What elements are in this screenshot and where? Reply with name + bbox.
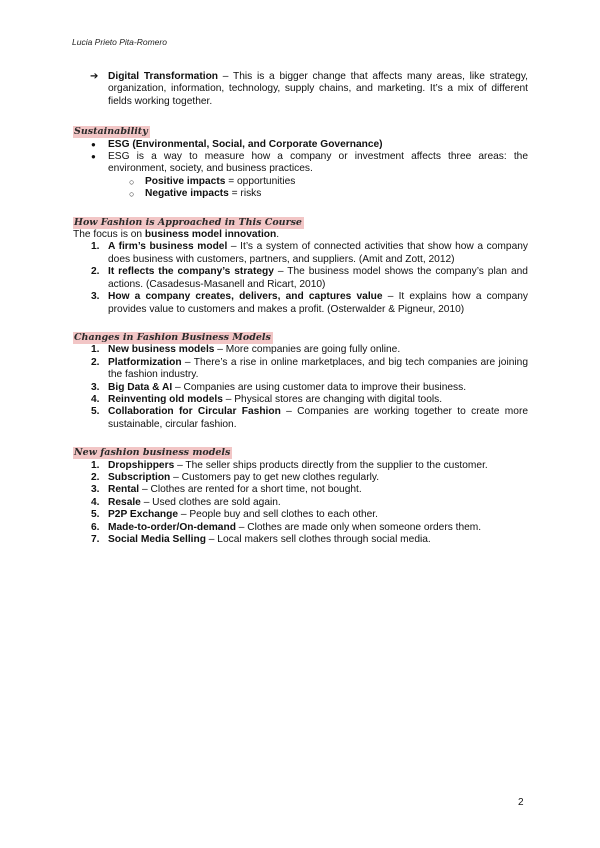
item-number: 7.	[91, 534, 100, 545]
bullet-icon: ●	[91, 139, 96, 149]
sustainability-section	[73, 122, 528, 200]
digital-text: – This is a bigger change that affects many areas, like strategy, organization, information, technology, supply chains, and marketing. It’s a mix of different fields working together.	[108, 71, 528, 107]
item-text: – Companies are working together to create more sustainable, circular fashion.	[108, 406, 529, 430]
numbered-item	[73, 344, 528, 356]
item-term: A firm’s business model	[108, 241, 228, 253]
numbered-item	[73, 266, 528, 291]
esg-term: ESG (Environmental, Social, and Corporate Governance)	[108, 138, 383, 150]
approach-intro	[73, 229, 528, 241]
numbered-item	[73, 497, 528, 509]
item-text: – Customers pay to get new clothes regularly.	[170, 471, 380, 483]
item-text: – Companies are using customer data to improve their business.	[172, 381, 467, 393]
bullet-icon: ●	[91, 152, 96, 162]
page-content	[73, 71, 528, 546]
arrow-icon: ➔	[90, 71, 99, 82]
item-number: 1.	[91, 459, 100, 471]
new-models-heading: New fashion business models	[74, 447, 231, 459]
numbered-item	[73, 406, 528, 431]
item-text: – Clothes are made only when someone orders them.	[235, 521, 482, 533]
item-term: P2P Exchange	[108, 509, 179, 521]
item-term: Rental	[108, 484, 140, 496]
item-term: Platformization	[108, 356, 182, 368]
new-models-section	[73, 443, 528, 546]
item-text: – Local makers sell clothes through social media.	[205, 534, 431, 545]
approach-heading: How Fashion is Approached in This Course	[74, 216, 302, 228]
sub-bullet-item	[73, 188, 528, 200]
item-number: 5.	[91, 509, 100, 521]
intro-prefix: The focus is on	[73, 229, 145, 241]
item-term: Resale	[108, 496, 141, 508]
item-number: 4.	[91, 496, 100, 508]
item-text: – It’s a system of connected activities that show how a company does business with customers, partners, and suppliers. (Amit and Zott, 2012)	[108, 241, 528, 265]
intro-term: business model innovation	[144, 229, 277, 241]
numbered-item	[73, 460, 528, 472]
item-number: 3.	[91, 381, 100, 393]
bullet-item	[73, 139, 528, 151]
item-term: Reinventing old models	[108, 393, 223, 405]
item-term: Big Data & AI	[108, 381, 173, 393]
item-term: Made-to-order/On-demand	[108, 521, 236, 533]
item-term: How a company creates, delivers, and captures value	[108, 291, 383, 303]
item-number: 4.	[91, 393, 100, 405]
digital-transformation-item	[73, 71, 528, 108]
item-text: – More companies are going fully online.	[214, 344, 401, 356]
negative-impacts-text: = risks	[228, 188, 262, 200]
item-number: 1.	[91, 344, 100, 356]
digital-term: Digital Transformation	[108, 71, 219, 82]
item-text: – It explains how a company provides value to customers and makes a profit. (Osterwalder & Pigneur, 2010)	[108, 291, 528, 315]
item-text: – The seller ships products directly from the supplier to the customer.	[174, 459, 488, 471]
positive-impacts-text: = opportunities	[225, 175, 296, 187]
numbered-item	[73, 472, 528, 484]
item-term: Subscription	[108, 471, 171, 483]
numbered-item	[73, 382, 528, 394]
page-number: 2	[518, 797, 524, 808]
sustainability-heading: Sustainability	[74, 126, 148, 138]
item-term: New business models	[108, 344, 215, 356]
circle-bullet-icon: ○	[129, 189, 135, 200]
changes-section	[73, 328, 528, 431]
numbered-item	[73, 291, 528, 316]
author-header: Lucia Prieto Pita-Romero	[72, 37, 167, 47]
sub-bullet-item	[73, 176, 528, 188]
item-text: – People buy and sell clothes to each other.	[178, 509, 378, 521]
item-number: 3.	[91, 291, 100, 303]
circle-bullet-icon: ○	[129, 176, 135, 187]
negative-impacts-term: Negative impacts	[145, 188, 229, 200]
item-number: 6.	[91, 521, 100, 533]
changes-heading: Changes in Fashion Business Models	[74, 331, 271, 343]
item-text: – Physical stores are changing with digital tools.	[222, 393, 443, 405]
item-number: 2.	[91, 356, 100, 368]
positive-impacts-term: Positive impacts	[145, 175, 226, 187]
approach-section	[73, 213, 528, 316]
item-term: Social Media Selling	[108, 534, 206, 545]
item-number: 2.	[91, 471, 100, 483]
numbered-item	[73, 241, 528, 266]
item-term: Dropshippers	[108, 459, 175, 471]
numbered-item	[73, 394, 528, 406]
item-number: 5.	[91, 406, 100, 418]
item-number: 1.	[91, 241, 100, 253]
intro-suffix: .	[276, 229, 280, 241]
numbered-item	[73, 509, 528, 521]
bullet-item	[73, 151, 528, 176]
item-text: – There’s a rise in online marketplaces, and big tech companies are joining the fashion industry.	[108, 356, 528, 381]
item-number: 3.	[91, 484, 100, 496]
item-text: – Clothes are rented for a short time, not bought.	[139, 484, 362, 496]
esg-definition: ESG is a way to measure how a company or investment affects three areas: the environment, society, and business practices.	[108, 151, 528, 175]
item-text: – Used clothes are sold again.	[140, 496, 281, 508]
numbered-item	[73, 357, 528, 382]
numbered-item	[73, 484, 528, 496]
numbered-item	[73, 534, 528, 546]
item-text: – The business model shows the company’s plan and actions. (Casadesus-Masanell and Ricart, 2010)	[108, 266, 528, 290]
item-number: 2.	[91, 266, 100, 278]
item-term: Collaboration for Circular Fashion	[108, 406, 281, 418]
item-term: It reflects the company’s strategy	[108, 266, 274, 278]
numbered-item	[73, 522, 528, 534]
